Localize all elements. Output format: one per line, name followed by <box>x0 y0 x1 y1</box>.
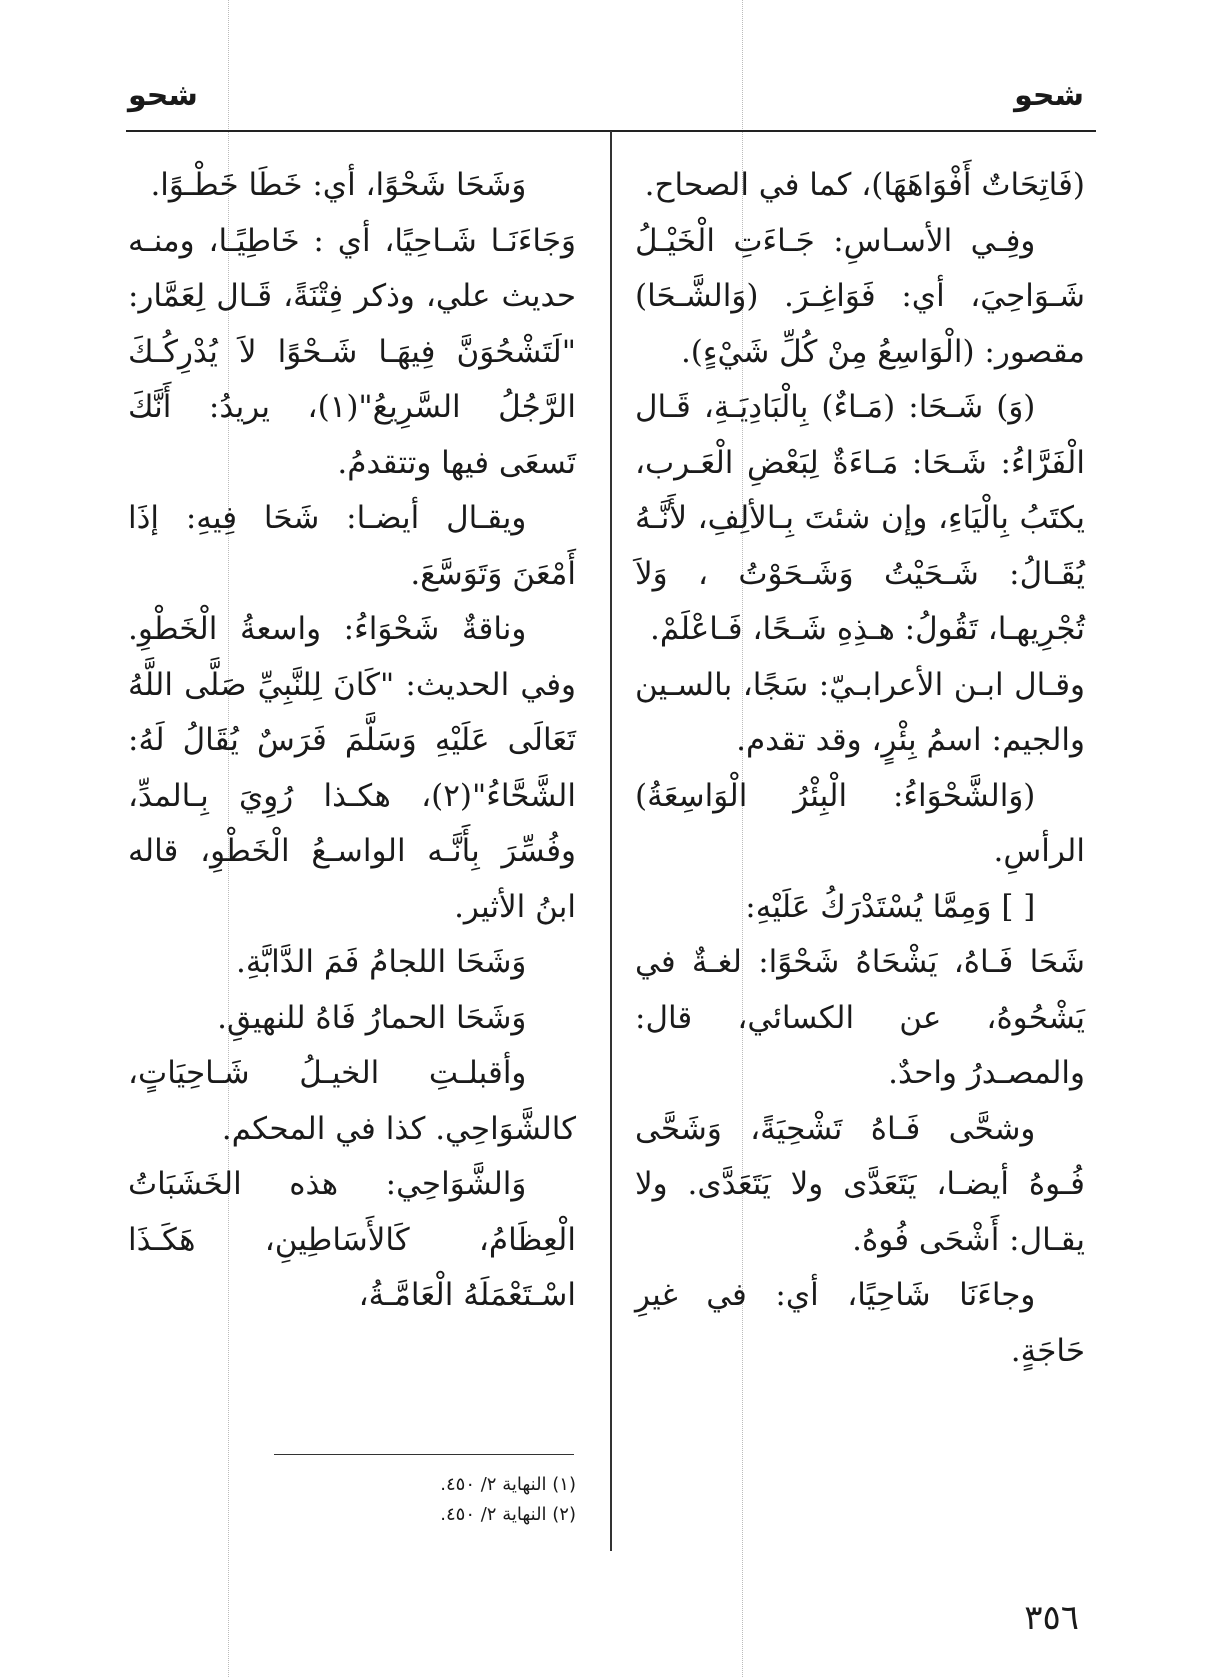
paragraph: ويقـال أيضـا: شَحَا فِيهِ: إذَا أَمْعَنَ وَتَوَسَّعَ. <box>128 500 576 592</box>
paragraph: وَشَحَا اللجامُ فَمَ الدَّابَّةِ. <box>235 944 527 980</box>
paragraph: وشحَّى فَـاهُ تَشْحِيَةً، وَشَحَّى فُـوهُ أيضـا، يَتَعَدَّى ولا يَتَعَدَّى. ولا يقـال: أَشْحَى فُوهُ. <box>635 1110 1085 1258</box>
paragraph: وَالشَّوَاحِي: هذه الخَشَبَاتُ الْعِظَامُ، كَالأَسَاطِينِ، هَكَـذَا اسْـتَعْمَلَهُ الْعَامَّـةُ، <box>128 1166 576 1313</box>
column-divider <box>610 131 612 1551</box>
footnotes <box>330 1470 576 1530</box>
paragraph: وقـال ابـن الأعرابـيّ: سَجًا، بالسـين والجيم: اسمُ بِئْرٍ، وقد تقدم. <box>635 666 1085 758</box>
left-text-column <box>128 158 576 1324</box>
paragraph: وَشَحَا شَحْوًا، أي: خَطَا خَطْـوًا. <box>150 167 527 203</box>
footnote-rule <box>274 1454 574 1455</box>
paragraph: وَشَحَا الحمارُ فَاهُ للنهيقِ. <box>217 999 527 1036</box>
running-head-right: شحو <box>1014 78 1084 113</box>
paragraph: (وَ) شَـحَا: (مَـاءٌ) بِالْبَادِيَـةِ، قَـال الْفَرَّاءُ: شَـحَا: مَـاءَةٌ لِبَعْضِ الْعَـرب، يكتَبُ بِالْيَاءِ، وإن شئتَ بِـالألِفِ، لأَنَّـهُ يُقَـالُ: شَـحَيْتُ وَشَـحَوْتُ ، وَلاَ تُجْرِيهـا، تَقُولُ: هـذِهِ شَـحًا، فَـاعْلَمْ. <box>635 389 1085 647</box>
footnote: (١) النهاية ٢/ ٤٥٠. <box>440 1474 576 1495</box>
paragraph: (فَاتِحَاتٌ أَفْوَاهَهَا)، كما في الصحاح. <box>644 167 1085 203</box>
right-text-column <box>635 158 1085 1379</box>
paragraph: وأقبلـتِ الخيـلُ شَـاحِيَاتٍ، كالشَّوَاحِي. كذا في المحكم. <box>128 1055 576 1147</box>
footnote: (٢) النهاية ٢/ ٤٥٠. <box>440 1504 576 1525</box>
paragraph: شَحَا فَـاهُ، يَشْحَاهُ شَحْوًا: لغـةٌ في يَشْحُوهُ، عن الكسائي، قال: والمصـدرُ واحدٌ. <box>635 944 1085 1091</box>
paragraph: وجاءَنَا شَاحِيًا، أي: في غيرِ حَاجَةٍ. <box>635 1277 1085 1369</box>
page-number: ٣٥٦ <box>1024 1598 1079 1638</box>
paragraph: [ ] وَمِمَّا يُسْتَدْرَكُ عَلَيْهِ: <box>745 888 1036 925</box>
paragraph: وَجَاءَنَـا شَـاحِيًا، أي : خَاطِيًـا، ومنـه حديث علي، وذكر فِتْنَةً، قَـال لِعَمَّار: "لَتَشْحُوَنَّ فِيهَـا شَـحْوًا لاَ يُدْرِكُـكَ الرَّجُلُ السَّرِيعُ"(١)، يريدُ: أَنَّكَ تَسعَى فيها وتتقدمُ. <box>128 222 576 481</box>
paragraph: وفِـي الأسـاسِ: جَـاءَتِ الْخَيْـلُ شَـوَاحِيَ، أي: فَوَاغِـرَ. (وَالشَّـحَا) مقصور: (الْوَاسِعُ مِنْ كُلِّ شَيْءٍ). <box>635 222 1085 370</box>
paragraph: (وَالشَّحْوَاءُ: الْبِئْرُ الْوَاسِعَةُ) الرأسِ. <box>635 777 1085 869</box>
paragraph: وناقةٌ شَحْوَاءُ: واسعةُ الْخَطْوِ. وفي الحديث: "كَانَ لِلنَّبِيِّ صَلَّى اللَّهُ تَعَالَى عَلَيْهِ وَسَلَّمَ فَرَسٌ يُقَالُ لَهُ: الشَّحَّاءُ"(٢)، هكـذا رُوِيَ بِـالمدِّ، وفُسِّرَ بِأَنَّـه الواسـعُ الْخَطْوِ، قاله ابنُ الأثير. <box>128 611 576 925</box>
running-head-left: شحو <box>128 78 198 113</box>
